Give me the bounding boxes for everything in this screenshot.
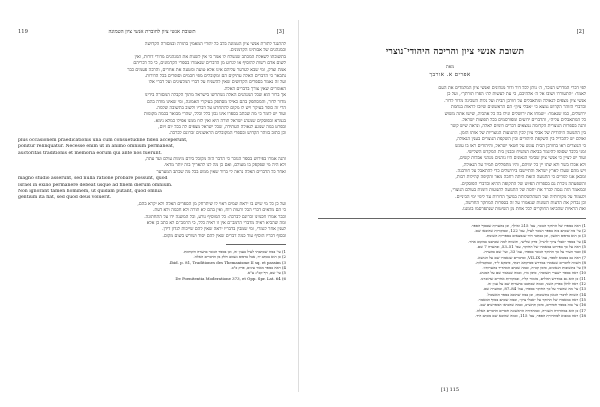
text-line: 13) עי' מה שהעיר על כך החוקר בספרו, עמ' 84–87, ובהערה שם.	[482, 286, 586, 292]
text-line: 4) ראה בספר מאור עינים, פרק כ"ב.	[230, 265, 286, 270]
text-line: לפי דברי המדרש הנזכר, ה׳ נותן לכל דור ודור מנהיגים ואנשי ציון המלמדים את העם	[438, 86, 586, 91]
right-footnotes	[318, 223, 586, 318]
text-line: בתשובתו לשאלת המכתב שנשלח לו אמר כי אין לשנות את המנהגים מדורי דורות, ואין	[134, 54, 286, 60]
left-page	[4, 0, 296, 407]
text-line: ומה שהביא ראיה מדברי הרמב"ם אין זו ראיה כלל, כי הרמב"ם לא כתב כן אלא	[146, 220, 286, 226]
text-line: Israel in exilio permanere debeat usque ad finem dierum omnium.	[18, 182, 173, 188]
text-line: מדור לדור, והמסתפק בהם כאילו מסתפק בעיקרי האמונה, ומי שאינו מודה בהם	[146, 99, 286, 105]
text-line: 14) השווה לדברי הגאון בתשובתו, וכן במה שהובא בספר האשכול.	[486, 291, 586, 297]
text-line: והשפעתה ניכרת גם בספרות הפיוט של התקופה ההיא ובדברי הפוסקים.	[460, 181, 586, 187]
text-line: זמני בלבד שסופו להיגמר בביאת המשיח ובבנין בית המקדש השלישי.	[466, 149, 586, 155]
article-title: תשובת אנשי ציון והריכה היהודי־נוצרי	[385, 47, 525, 57]
text-line: ואת הראיות שהביאו החוקרים לכל אחת מן השיטות שנתפרסמו בזמננו.	[461, 207, 586, 213]
text-line: 12) ראה להלן בפרק השני, ובמה שכתבנו בהערות שם על ענין זה.	[486, 281, 586, 287]
text-line: נתבאר כי הדברים האלה עתיקים הם ומקובלים מפי חכמים וסופרים בכל הדורות.	[144, 73, 286, 79]
left-running-title: תשובת אנשי ציון לחוברת אנשי ציון הטמונה	[108, 29, 196, 35]
text-line: כי הם מלאים דברי הבל ורעות רוח, ואין בהם לא תורה ולא חכמה ולא דעת.	[153, 208, 286, 214]
text-line: בגמרא ובפוסקים שמנהג ישראל תורה היא ואין לזוז ממנו אפילו כמלא נימא.	[154, 118, 286, 124]
left-latin-1	[18, 138, 286, 157]
right-column	[318, 86, 586, 318]
text-line: Non ignorant tamen hominem, ut quidam putant, quod omnia	[18, 188, 162, 194]
text-line: 3) כן הוא בדפוס ראשון, וכן בכתבי היד שנמצאים בספריות השונות.	[485, 233, 586, 239]
text-line: ובפרט במה שנוגע לגאולה העתידה, שכל ישראל מצפים לה בכל יום ויום,	[158, 125, 286, 131]
text-line: ובמאמר הזה ננסה לברר את יחסה של התנועה לתנועות דומות בעולם הנוצרי,	[450, 188, 586, 194]
right-running-head	[318, 28, 586, 36]
text-line: האומרים שאין צורך בדברים האלה.	[223, 86, 286, 92]
left-running-head	[18, 28, 286, 36]
text-line: וכבר אמרו חכמינו זכרונם לברכה: כל המוסיף גורע, וכל המשנה ידו על התחתונה.	[144, 214, 286, 220]
text-line: ומכאן אנו למדים כי התנועה הזאת היתה רחבה מאד והקיפה קהילות רבות,	[455, 175, 586, 181]
text-line: אמת וצדק, ומי שבא לערער עליהם אינו אלא טועה ומטעה את אחרים, והרבה פעמים כבר	[127, 67, 286, 73]
text-line: 2) כן הוא בכתב יד, אבל בדפוס נשמט חלק מן הדברים האלה.	[193, 254, 286, 260]
text-line: ובמנהגים של אבותינו הקדמונים.	[229, 48, 286, 54]
text-line: וכן נבדוק את הדעות השונות שנאמרו על זה בספרות המחקר החדשה,	[464, 201, 586, 207]
left-body-1	[18, 42, 286, 138]
text-line: ובדברי הזוהר הקדוש נמצא כי ״אבלי ציון״ הם הראשונים שיזכו לראות בנחמת	[450, 105, 586, 111]
left-footnotes	[18, 249, 286, 281]
text-line: כי הנוצרים ראו בחורבן הבית עונש על חטאי ישראל, והיהודים ראו בו עונש	[455, 143, 586, 149]
author-byline: אפרים א. אורבך	[429, 72, 471, 78]
left-column	[18, 42, 286, 281]
right-page-footer: [1] 115	[440, 387, 460, 393]
text-line: magno studio asserunt, sed nulla ratione probare possunt, quod	[18, 176, 168, 182]
text-line: ולא אכלו בשר ולא שתו יין כל ימיהם, והיו מתפללים תמיד על הגאולה,	[462, 162, 586, 168]
text-line: 5) ראה על כך בפירוט במאמרו של החוקר, עמ' 51–53, ובהערה 7 שם.	[476, 244, 586, 249]
text-line: אנשי ציון מצפים לגאולה ומתאבלים על חורבן הבית ועל גלות השכינה מדור לדור.	[444, 98, 586, 104]
text-line: ועל זה נאמר בספרים הקדושים שאין להשגיח על דברי המלעיגים ועל דברי אלו	[148, 80, 286, 86]
text-line: 11) כן הוא גם במדרש תהלים, מזמור קל״ז, ובמקורות אחרים שהזכרנו.	[479, 275, 586, 281]
text-line: אך ברור הוא שכל המנהגים האלה נשתרשו בישראל מתוך הקבלה המסורה בידינו	[144, 93, 286, 99]
text-line: לענין אחר לגמרי, ומי שמבין בדבריו יראה שאין להם שייכות לנדון דידן.	[162, 227, 286, 233]
text-line: 8) השווה לדברים שנאמרו במדרש פסיקתא רבתי, פיסקא ל״ד, ובמקבילות.	[475, 259, 586, 265]
left-bracket-number: [3]	[276, 29, 284, 35]
left-latin-2	[18, 176, 286, 202]
text-line: וכן כתוב בזוהר הקדוש ובספרי המקובלים הראשונים זכרונם לברכה.	[168, 131, 286, 137]
text-line: והנה אמרו בפירוש בספר הנזכר כי הדבר הזה מקובל בידם מימות עולם ועד עתה,	[144, 157, 286, 163]
text-line: 5) עי' שם, דף קכ"ג ע"א.	[246, 270, 286, 276]
left-footnote-rule	[226, 244, 286, 245]
text-line: ponitur relinquatur. Necesse enim ut in animo omnium permaneat,	[18, 144, 175, 150]
text-line: לאמר: ״התעוררו ושובו אל ה׳ אלהיכם, כי עת לעשות לה׳ הפרו תורתך״, ועל כן	[447, 92, 586, 98]
byline-prefix: מאת	[445, 65, 455, 70]
text-line: 15) ראה במאמרו של החוקר על ״אבלי ציון״, ובמה שכתב בסוף המאמר.	[477, 296, 586, 302]
text-line: ואולם יש להבדיל בין השקפת היהודים ובין השקפת הנוצרים בענין הגאולה,	[455, 137, 586, 143]
text-line: ויש מהם שעלו לארץ ישראל והתיישבו בירושלים כדי להתאבל על חורבנה.	[456, 169, 586, 175]
text-line: לשום אדם רשות להוסיף או לגרוע מן הדברים שנאמרו בספרי הקדמונים, כי כל דבריהם	[133, 61, 286, 67]
text-line: 16) עי' בזה בספר חסידים, סימן תתש״ב, ובמה שהביאו המפרשים שם.	[479, 302, 586, 308]
text-line: 6) De Poenitentia Moderatione 373, et Opp. Spr. Lat. 64	[175, 275, 286, 281]
text-line: 17) כן הוא במהדורה השנייה, ובמהדורה הראשונה חסרים הדברים האלה.	[475, 307, 586, 313]
text-line: בין התנועה היהודית של אבלי ציון לבין התנועות הנוצריות של אותו הזמן.	[459, 130, 586, 136]
text-line: auctoritas traditionis et memoria eorum qui ante nos fuerunt.	[18, 150, 162, 156]
right-footnote-rule	[318, 218, 586, 219]
gutter-divider	[298, 20, 299, 392]
text-line: plus occasionem praedicationis una cum consuetudine fideli acceperunt,	[18, 137, 188, 143]
text-line: 4) עי' בספר ״אבלי ציון״ להנ״ל, פרק שלישי, והשווה למה שכתבנו במקום אחר.	[468, 238, 586, 244]
right-page	[304, 0, 596, 407]
left-page-number: 119	[18, 29, 28, 35]
left-body-2	[18, 157, 286, 176]
text-line: 3) Ibid. p. 81, Traditiones des Themanisme II sq. et passim.	[168, 259, 286, 265]
text-line: 6) וכבר העיר על כך החוקר הנזכר בספרו, עמ' 33, ועי' שם בהערה.	[483, 249, 586, 255]
text-line: ועוד יש לומר כי מה שכתב בספרו אינו נכון כלל וכלל, שהרי מבואר בכמה מקומות	[143, 112, 286, 118]
text-line: 2) עי' מה שכתב בזה בספר הנזכר לעיל, עמ' 122, ובמקורות שהובאו שם.	[474, 228, 586, 234]
text-line: gentium ita fiat, sed quod deus voluerit.	[18, 195, 112, 201]
text-line: 1) עי' במה שכתבתי לעיל בענין זה, וכן בספר הנזכר בהערה הקודמת.	[182, 249, 286, 255]
text-line: ירושלים, כמו שנאמר: ״שמחו את ירושלים וגילו בה כל אהביה, שישו אתה משוש	[444, 111, 586, 117]
right-body	[318, 86, 586, 214]
text-line: 18) ראה במבוא למהדורת הספר, עמ' 115, ובמה שהובא שם מכתב היד.	[475, 312, 586, 318]
text-line: 10) ראה בספר ״שערי תשובה״, סימן מ״ו, ובמה שנאמר שם על המנהג.	[478, 270, 586, 276]
text-line: 7) ראה גם במבוא לספר, עמ' VII–IX, ובדברים שנאמרו שם על הנושא.	[477, 254, 586, 260]
text-line: הרי זה כופר בעיקר ויש לו מקום להתחרט על דבריו ולשוב בתשובה שלמה.	[155, 105, 286, 111]
text-line: ולא היה מי שפקפק בו מעולם, ואם כן מה לנו להאריך בזה יותר מדאי.	[163, 163, 286, 169]
text-line: 9) עי' בתשובות הגאונים, סימן קכ״ה, ובמה שכתב המהדיר בהערותיו.	[482, 265, 586, 271]
text-line: כל המתאבלים עליה״, והדברים ידועים ומפורסמים בכל תפוצות ישראל.	[461, 117, 586, 123]
text-line: 1) ראה בספרו של החוקר הנזכר, עמ' 215 ואילך, וכן בהערות שבסוף הספר.	[470, 222, 586, 228]
left-body-3	[18, 202, 286, 240]
text-line: ולעמוד על מקורותיה ועל השתלשלותה במשך הדורות עד לימי ימי הביניים.	[455, 194, 586, 200]
text-line: ואחר כל הדברים האלה נראה לי ברור שאין ממש בכל מה שכתב המערער	[156, 169, 286, 175]
text-line: ובסוף דבריו הוסיף עוד כמה דברים שאין להם יסוד ושורש בשום מקום.	[162, 233, 286, 239]
text-line: והנה בספרות הנוצרית הקדומה נמצאים דברים דומים לאלה, ונראה שיש קשר	[450, 124, 586, 130]
text-line: ועל כן כל מי שיש בו יראת שמים ראוי לו שיתרחק מן הספרים האלה ולא יקרא בהם,	[137, 201, 286, 207]
text-line: ועוד יש לציין כי אנשי ציון שבימי הגאונים היו נוהגים מנהגי אבלות קשים,	[458, 156, 586, 162]
text-line: להתנגד לתורת אנשי ציון הטמונה בלב כל יהודי המאמין בתורה ובמסורה הקדושה	[144, 42, 286, 47]
right-bracket-number: [2]	[576, 29, 584, 35]
